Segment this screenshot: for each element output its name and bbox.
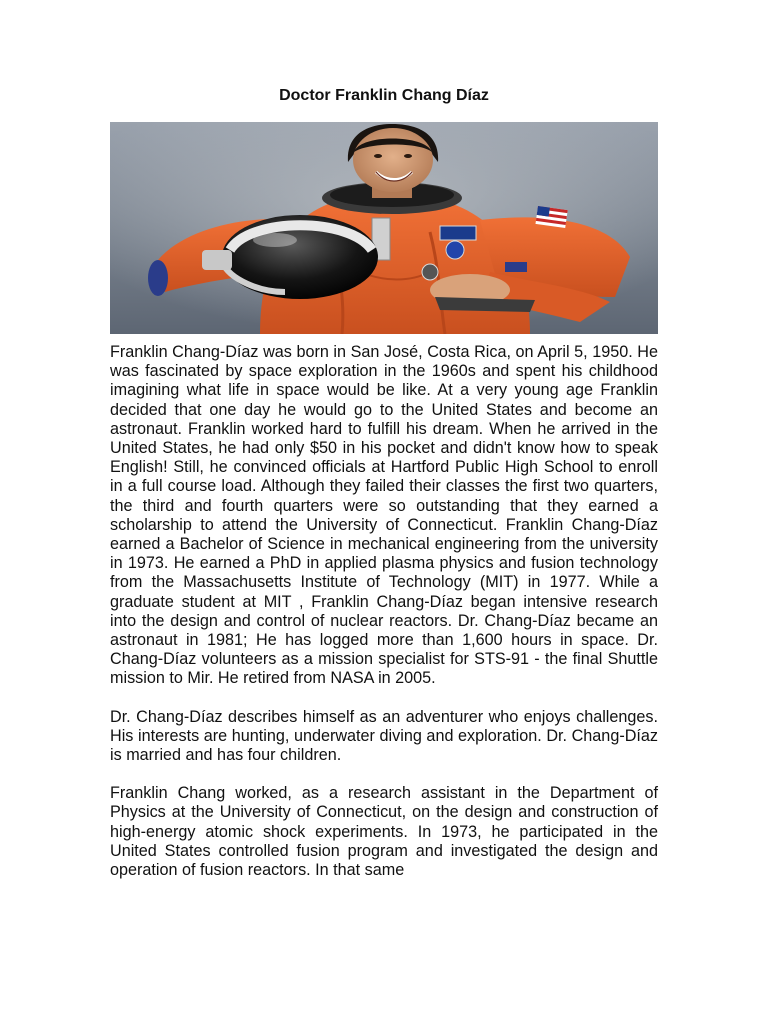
document-title: Doctor Franklin Chang Díaz xyxy=(279,87,489,104)
paragraph-biography: Franklin Chang-Díaz was born in San José, Costa Rica, on April 5, 1950. He was fascinated by space exploration in the 1960s and spent his childhood imagining what life in space would be like. At a very young age Franklin decided that one day he would go to the United States and become an astronaut. Franklin worked hard to fulfill his dream. When he arrived in the United States, he had only $50 in his pocket and didn't know how to speak English! Still, he convinced officials at Hartford Public High School to enroll in a full course load. Although they failed their classes the first two quarters, the third and fourth quarters were so outstanding that they earned a scholarship to attend the University of Connecticut. Franklin Chang-Díaz earned a Bachelor of Science in mechanical engineering from the university in 1973. He earned a PhD in applied plasma physics and fusion technology from the Massachusetts Institute of Technology (MIT) in 1977. While a graduate student at MIT , Franklin Chang-Díaz began intensive research into the design and control of nuclear reactors. Dr. Chang-Díaz became an astronaut in 1981; He has logged more than 1,600 hours in space. Dr. Chang-Díaz volunteers as a mission specialist for STS-91 - the final Shuttle mission to Mir. He retired from NASA in 2005. xyxy=(110,343,658,688)
document-body xyxy=(110,343,658,899)
astronaut-portrait-photo xyxy=(110,122,658,334)
paragraph-research: Franklin Chang worked, as a research assistant in the Department of Physics at the University of Connecticut, on the design and construction of high-energy atomic shock experiments. In 1973, he participated in the United States controlled fusion program and investigated the design and operation of fusion reactors. In that same xyxy=(110,784,658,880)
paragraph-personal: Dr. Chang-Díaz describes himself as an adventurer who enjoys challenges. His interests are hunting, underwater diving and exploration. Dr. Chang-Díaz is married and has four children. xyxy=(110,707,658,765)
